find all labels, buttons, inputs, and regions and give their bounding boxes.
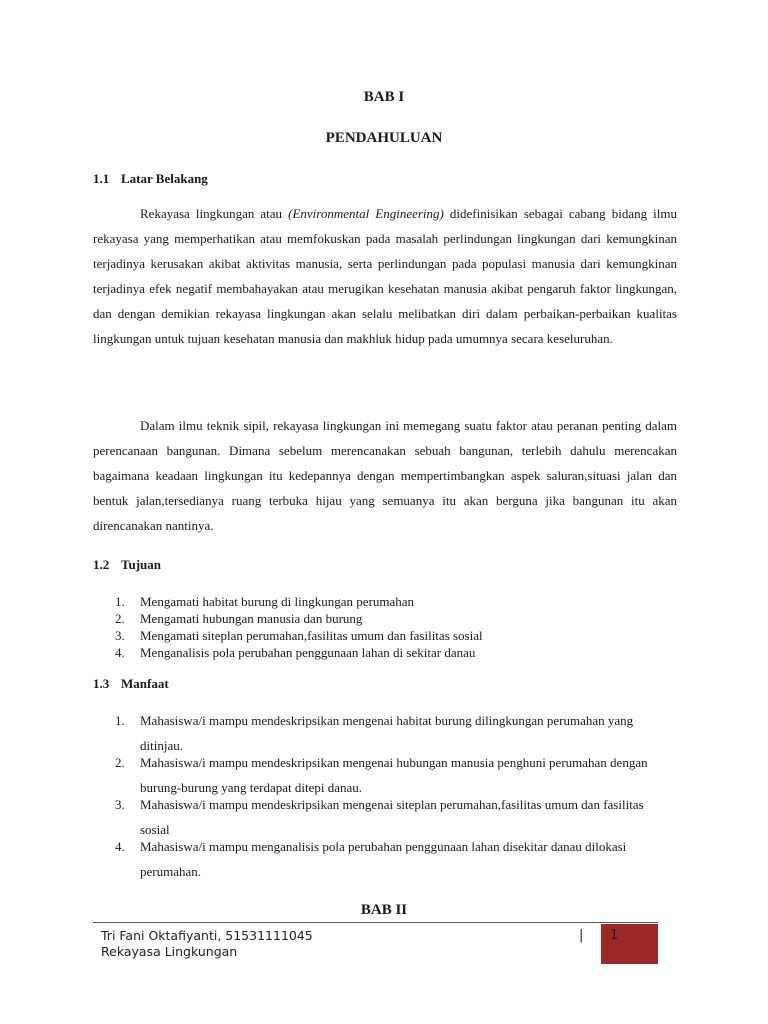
tujuan-list [115, 593, 675, 661]
section-title: Tujuan [121, 557, 161, 572]
footer-info [101, 928, 313, 960]
section-title: Latar Belakang [121, 171, 208, 186]
paragraph-text: Rekayasa lingkungan atau [140, 206, 289, 221]
list-item [115, 627, 675, 644]
chapter-title: PENDAHULUAN [325, 130, 443, 146]
paragraph-latar-belakang-1 [93, 201, 677, 351]
list-item-number: 1. [115, 713, 125, 728]
list-item-number: 3. [115, 797, 125, 812]
list-item-text: Mahasiswa/i mampu menganalisis pola perubahan penggunaan lahan disekitar danau dilokasi perumahan. [140, 839, 627, 879]
paragraph-italic-term: (Environmental Engineering) [288, 206, 444, 221]
list-item-text: Mengamati hubungan manusia dan burung [140, 611, 363, 626]
section-number: 1.3 [93, 676, 110, 691]
list-item-number: 4. [115, 839, 125, 854]
list-item-number: 3. [115, 628, 125, 643]
footer-divider [93, 922, 658, 923]
section-number: 1.2 [93, 557, 110, 572]
list-item [115, 610, 675, 627]
footer-separator: | [579, 928, 584, 943]
list-item [115, 593, 675, 610]
manfaat-list [115, 708, 675, 879]
section-heading-latar-belakang [93, 171, 208, 187]
list-item-text: Mengamati habitat burung di lingkungan perumahan [140, 594, 415, 609]
list-item-text: Menganalisis pola perubahan penggunaan lahan di sekitar danau [140, 645, 476, 660]
list-item [115, 708, 675, 753]
section-heading-manfaat [93, 676, 169, 692]
section-number: 1.1 [93, 171, 110, 186]
next-chapter-label: BAB II [360, 902, 408, 918]
list-item-text: Mahasiswa/i mampu mendeskripsikan mengenai hubungan manusia penghuni perumahan dengan burung-burung yang terdapat ditepi danau. [140, 755, 648, 795]
paragraph-latar-belakang-2: Dalam ilmu teknik sipil, rekayasa lingkungan ini memegang suatu faktor atau peranan penting dalam perencanaan bangunan. Dimana sebelum merencanakan sebuah bangunan, terlebih dahulu merencakan bagaimana keadaan lingkungan itu kedepannya dengan mempertimbangkan aspek saluran,situasi jalan dan bentuk jalan,tersedianya ruang terbuka hijau yang semuanya itu akan berguna jika bangunan itu akan direncanakan nantinya. [93, 418, 677, 533]
list-item-number: 2. [115, 755, 125, 770]
list-item-text: Mahasiswa/i mampu mendeskripsikan mengenai habitat burung dilingkungan perumahan yang ditinjau. [140, 713, 634, 753]
list-item [115, 792, 675, 837]
list-item [115, 834, 675, 879]
page-number: 1 [610, 928, 619, 943]
list-item-number: 4. [115, 645, 125, 660]
list-item-number: 2. [115, 611, 125, 626]
section-title: Manfaat [121, 676, 169, 691]
list-item-text: Mengamati siteplan perumahan,fasilitas umum dan fasilitas sosial [140, 628, 483, 643]
footer-course: Rekayasa Lingkungan [101, 944, 238, 959]
paragraph-text: didefinisikan sebagai cabang bidang ilmu rekayasa yang memperhatikan atau memfokuskan pada masalah perlindungan lingkungan dari kemungkinan terjadinya kerusakan akibat aktivitas manusia, serta perlindungan pada populasi manusia dari kemungkinan terjadinya efek negatif membahayakan atau merugikan kesehatan manusia akibat pengaruh faktor lingkungan, dan dengan demikian rekayasa lingkungan akan selalu melibatkan diri dalam perbaikan-perbaikan kualitas lingkungan untuk tujuan kesehatan manusia dan makhluk hidup pada umumnya secara keseluruhan. [93, 206, 678, 346]
footer-author: Tri Fani Oktafiyanti, 51531111045 [101, 928, 313, 943]
list-item-number: 1. [115, 594, 125, 609]
chapter-label: BAB I [363, 89, 405, 105]
section-heading-tujuan [93, 557, 161, 573]
list-item [115, 644, 675, 661]
list-item-text: Mahasiswa/i mampu mendeskripsikan mengenai siteplan perumahan,fasilitas umum dan fasilitas sosial [140, 797, 644, 837]
list-item [115, 750, 675, 795]
